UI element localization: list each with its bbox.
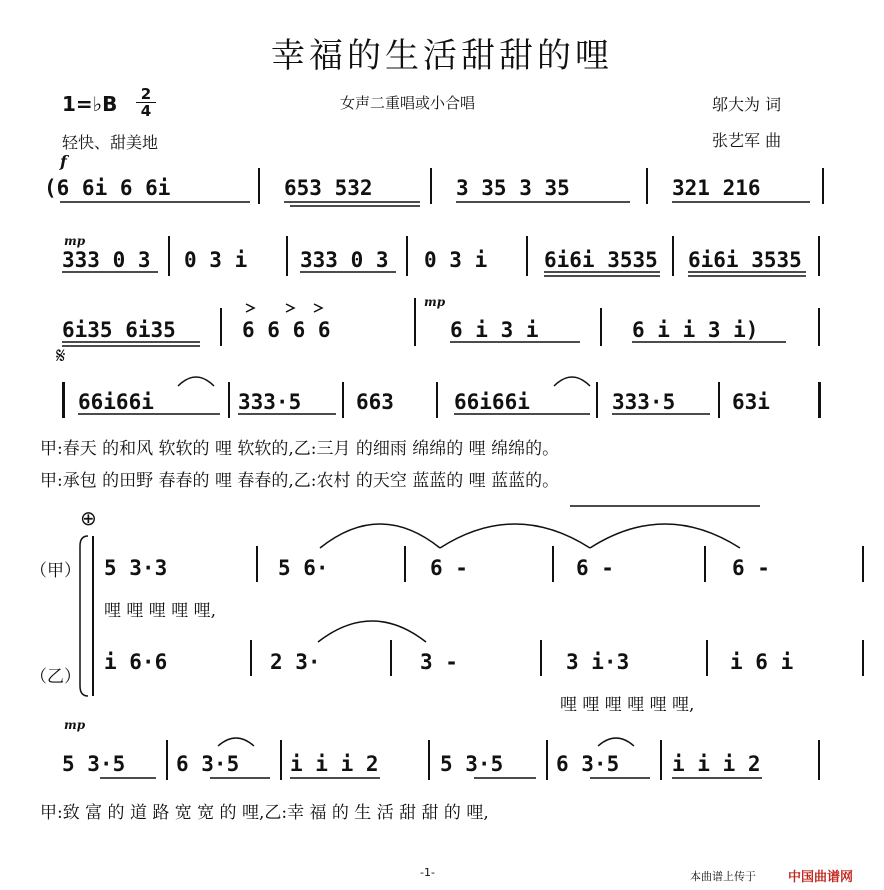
row6-measure-4: 5 3·5 — [440, 752, 504, 776]
upload-note: 本曲谱上传于 — [690, 870, 756, 883]
row2-measure-6: 6i6i 3535 — [688, 248, 802, 272]
tie-arc — [178, 377, 214, 386]
row5-yi-measure-5: i 6 i — [730, 650, 794, 674]
accent-mark — [286, 304, 294, 312]
tie-arc — [598, 738, 634, 746]
row4-measure-3: 663 — [356, 390, 394, 414]
performance-note: 女声二重唱或小合唱 — [340, 94, 476, 112]
row4-measure-1: 66i66i — [78, 390, 154, 414]
row5-jia-measure-1: 5 3·3 — [104, 556, 168, 580]
part-label-jia: （甲） — [30, 561, 81, 581]
dynamic-mp-1: mp — [64, 234, 86, 248]
lyricist-credit: 邬大为 词 — [712, 95, 782, 114]
row5-yi-measure-2: 2 3· — [270, 650, 321, 674]
accent-mark — [314, 304, 322, 312]
row3-measure-3: 6 i 3 i — [450, 318, 539, 342]
row3-measure-1: 6i35 6i35 — [62, 318, 176, 342]
row1-measure-4: 321 216 — [672, 176, 761, 200]
row3-measure-2: 6 6 6 6 — [242, 318, 331, 342]
tempo-marking: 轻快、甜美地 — [62, 133, 159, 152]
tie-arc — [318, 621, 426, 642]
row5-yi-measure-4: 3 i·3 — [566, 650, 630, 674]
tie-arc — [320, 524, 440, 548]
tie-arc — [554, 377, 590, 386]
lyrics-yi: 哩 哩 哩 哩 哩 哩, — [560, 695, 695, 715]
row5-yi-measure-3: 3 - — [420, 650, 458, 674]
row4-measure-5: 333·5 — [612, 390, 676, 414]
row2-measure-2: 0 3 i — [184, 248, 248, 272]
row4-measure-2: 333·5 — [238, 390, 302, 414]
lyrics-verse-2: 甲:承包 的田野 春春的 哩 春春的,乙:农村 的天空 蓝蓝的 哩 蓝蓝的。 — [40, 471, 560, 491]
dynamic-forte: f — [60, 152, 67, 171]
row6-measure-1: 5 3·5 — [62, 752, 126, 776]
row5-jia-measure-4: 6 - — [576, 556, 614, 580]
row5-yi-measure-1: i 6·6 — [104, 650, 168, 674]
row4-measure-6: 63i — [732, 390, 770, 414]
tie-arc — [590, 524, 740, 548]
row4-measure-4: 66i66i — [454, 390, 530, 414]
row2-measure-4: 0 3 i — [424, 248, 488, 272]
page-title: 幸福的生活甜甜的哩 — [271, 36, 613, 76]
lyrics-jia: 哩 哩 哩 哩 哩, — [104, 601, 217, 621]
row1-measure-1: (6 6i 6 6i — [44, 176, 171, 200]
row5-jia-measure-3: 6 - — [430, 556, 468, 580]
system-bracket — [80, 536, 88, 696]
row1-measure-2: 653 532 — [284, 176, 373, 200]
row6-measure-5: 6 3·5 — [556, 752, 620, 776]
dynamic-mp-3: mp — [64, 718, 86, 732]
row2-measure-1: 333 0 3 — [62, 248, 151, 272]
row6-measure-3: i i i 2 — [290, 752, 379, 776]
lyrics-final: 甲:致 富 的 道 路 宽 宽 的 哩,乙:幸 福 的 生 活 甜 甜 的 哩, — [40, 803, 489, 823]
row5-jia-measure-2: 5 6· — [278, 556, 329, 580]
key-signature: 1=♭B — [62, 92, 118, 116]
time-signature-bottom: 4 — [136, 102, 156, 119]
segno-sign: 𝄋 — [56, 344, 66, 369]
row1-measure-3: 3 35 3 35 — [456, 176, 570, 200]
lyrics-verse-1: 甲:春天 的和风 软软的 哩 软软的,乙:三月 的细雨 绵绵的 哩 绵绵的。 — [40, 439, 560, 459]
composer-credit: 张艺军 曲 — [712, 131, 782, 150]
tie-arc — [440, 524, 590, 548]
row5-jia-measure-5: 6 - — [732, 556, 770, 580]
row2-measure-3: 333 0 3 — [300, 248, 389, 272]
row3-measure-4: 6 i i 3 i) — [632, 318, 759, 342]
row6-measure-2: 6 3·5 — [176, 752, 240, 776]
tie-arc — [218, 738, 254, 746]
site-logo: 中国曲谱网 — [788, 870, 854, 885]
accent-mark — [246, 304, 254, 312]
row6-measure-6: i i i 2 — [672, 752, 761, 776]
dynamic-mp-2: mp — [424, 295, 446, 309]
row2-measure-5: 6i6i 3535 — [544, 248, 658, 272]
part-label-yi: （乙） — [30, 667, 81, 687]
page-number: -1- — [420, 866, 435, 879]
time-signature-top: 2 — [140, 85, 152, 103]
coda-sign: ⊕ — [80, 506, 97, 530]
